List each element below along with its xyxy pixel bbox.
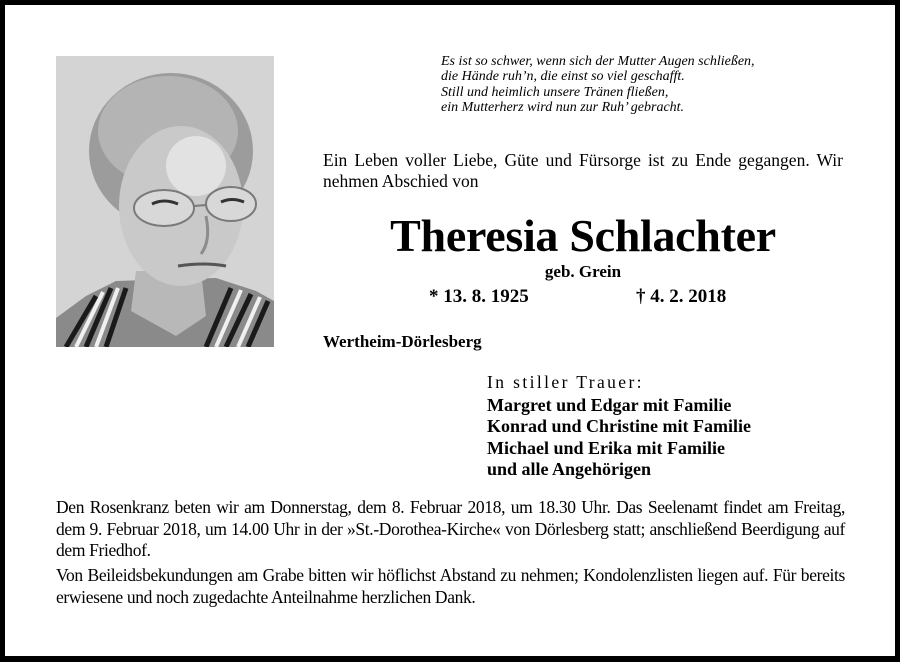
- portrait-photo: [56, 56, 274, 347]
- poem-line: Still und heimlich unsere Tränen fließen,: [441, 84, 669, 100]
- portrait-icon: [56, 56, 274, 347]
- condolence-info: Von Beileidsbekundungen am Grabe bitten wir höflichst Abstand zu nehmen; Kondolenzlisten liegen auf. Für bereits erwiesene und noch zugedachte Anteilnahme herzlichen Dank.: [56, 565, 845, 607]
- place-of-residence: Wertheim-Dörlesberg: [323, 332, 482, 351]
- memorial-poem: [441, 54, 861, 116]
- mourners-list: [487, 395, 751, 480]
- poem-line: Es ist so schwer, wenn sich der Mutter Augen schließen,: [441, 54, 755, 69]
- mourner-entry: und alle Angehörigen: [487, 458, 652, 479]
- mourning-heading: In stiller Trauer:: [487, 372, 644, 392]
- birth-name: geb. Grein: [544, 262, 622, 281]
- intro-text: Ein Leben voller Liebe, Güte und Fürsorge ist zu Ende gegangen. Wir nehmen Abschied von: [323, 150, 843, 191]
- obituary-notice: [5, 5, 895, 656]
- mourner-entry: Michael und Erika mit Familie: [487, 437, 725, 458]
- deceased-name: Theresia Schlachter: [390, 210, 776, 261]
- death-date: † 4. 2. 2018: [636, 286, 727, 307]
- birth-date: * 13. 8. 1925: [429, 286, 529, 307]
- mourner-entry: Margret und Edgar mit Familie: [487, 395, 732, 415]
- mourner-entry: Konrad und Christine mit Familie: [487, 416, 752, 437]
- poem-line: die Hände ruh’n, die einst so viel geschafft.: [441, 69, 685, 85]
- poem-line: ein Mutterherz wird nun zur Ruh’ gebracht.: [441, 100, 685, 116]
- service-info: Den Rosenkranz beten wir am Donnerstag, dem 8. Februar 2018, um 18.30 Uhr. Das Seelenamt findet am Freitag, dem 9. Februar 2018, um 14.00 Uhr in der »St.-Dorothea-Kirche« von Dörlesberg statt; anschließend Beerdigung auf dem Friedhof.: [56, 497, 845, 560]
